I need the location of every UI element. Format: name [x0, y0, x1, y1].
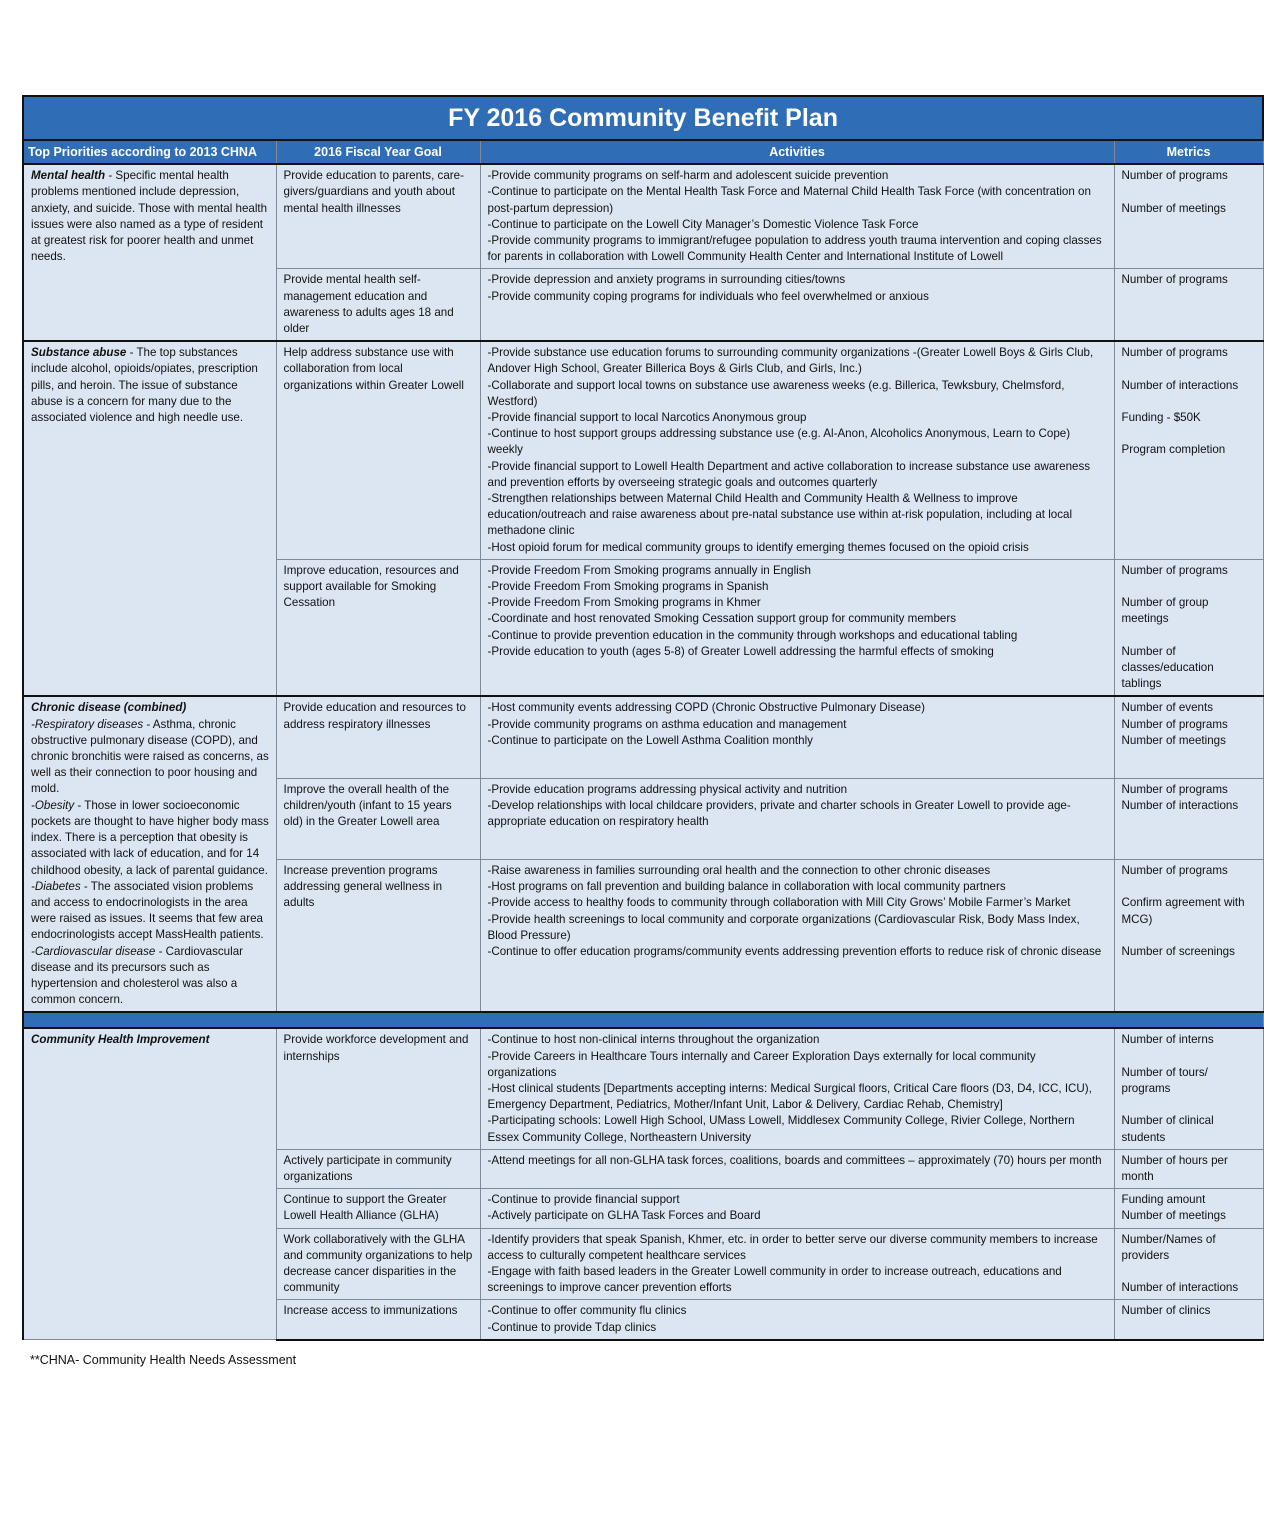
activity-item: -Provide health screenings to local community and corporate organizations (Cardiovascular Risk, Body Mass Index, Blood Pressure)	[487, 912, 1080, 942]
activity-item: -Attend meetings for all non-GLHA task forces, coalitions, boards and committees – approximately (70) hours per month	[487, 1153, 1102, 1167]
table-row	[23, 1028, 1263, 1149]
priority-title: Community Health Improvement	[31, 1033, 210, 1047]
metric-item: Number/Names of	[1121, 1232, 1216, 1246]
priority-subitem	[31, 879, 270, 944]
activities-cell	[480, 164, 1114, 269]
activity-item: -Continue to offer education programs/community events addressing prevention efforts to reduce risk of chronic disease	[487, 945, 1102, 958]
activity-item: -Provide education programs addressing physical activity and nutrition	[487, 782, 848, 796]
metric-spacer	[1122, 579, 1257, 595]
metric-item: Number of events	[1121, 701, 1214, 715]
section-separator	[23, 1012, 1263, 1028]
activity-item: -Provide community programs on self-harm and adolescent suicide prevention	[487, 169, 889, 183]
metric-item: Program completion	[1121, 443, 1226, 457]
goal-cell: Continue to support the Greater Lowell Health Alliance (GLHA)	[276, 1189, 480, 1228]
metric-spacer	[1122, 184, 1257, 200]
metrics-cell	[1114, 559, 1263, 696]
metric-item: providers	[1121, 1248, 1170, 1262]
metric-item: Number of interns	[1121, 1033, 1214, 1047]
activity-item: -Coordinate and host renovated Smoking Cessation support group for community members	[487, 612, 956, 626]
metric-spacer	[1122, 628, 1257, 644]
activity-item: -Provide education to youth (ages 5-8) of Greater Lowell addressing the harmful effects of smoking	[487, 644, 994, 658]
activity-item: -Provide Freedom From Smoking programs annually in English	[487, 563, 811, 577]
metrics-cell	[1114, 164, 1263, 269]
activity-item: -Provide Careers in Healthcare Tours internally and Career Exploration Days externally for local community organizations	[487, 1049, 1036, 1079]
activities-cell	[480, 696, 1114, 778]
metric-spacer	[1122, 361, 1257, 377]
metric-item: Confirm agreement with	[1121, 896, 1245, 910]
priority-subitem	[31, 717, 270, 798]
metric-item: Number of clinics	[1121, 1304, 1211, 1318]
activities-cell	[480, 559, 1114, 696]
metrics-cell	[1114, 1028, 1263, 1149]
header-metrics: Metrics	[1114, 140, 1263, 164]
activity-item: -Continue to participate on the Mental Health Task Force and Maternal Child Health Task Force (with concentration on post-partum depression)	[487, 185, 1091, 215]
metric-item: Number of group meetings	[1121, 596, 1209, 626]
table-row	[23, 696, 1263, 778]
metrics-cell	[1114, 1149, 1263, 1188]
metric-item: Number of meetings	[1121, 733, 1226, 747]
metric-item: Number of	[1121, 644, 1176, 658]
activity-item: -Continue to provide Tdap clinics	[487, 1320, 657, 1334]
activity-item: -Participating schools: Lowell High School, UMass Lowell, Middlesex Community College, Rivier College, Northern Essex Community College, Northeastern University	[487, 1114, 1075, 1144]
activity-item: -Provide access to healthy foods to community through collaboration with Mill City Grows’ Mobile Farmer’s Market	[487, 896, 1071, 910]
priority-description: - The top substances include alcohol, opioids/opiates, prescription pills, and heroin. The issue of substance abuse is a concern for many due to the associated violence and high needle use.	[31, 346, 258, 425]
activity-item: -Continue to participate on the Lowell Asthma Coalition monthly	[487, 733, 813, 747]
activities-cell	[480, 1189, 1114, 1228]
activity-item: -Continue to host non-clinical interns throughout the organization	[487, 1033, 820, 1047]
goal-cell: Provide mental health self-management education and awareness to adults ages 18 and older	[276, 269, 480, 341]
priority-title: Substance abuse	[31, 346, 127, 360]
priority-subitem	[31, 944, 270, 1009]
metric-item: Number of interactions	[1121, 799, 1239, 813]
activity-item: -Provide financial support to Lowell Health Department and active collaboration to increase substance use awareness and prevention efforts by overseeing strategic goals and outcomes quarterly	[487, 459, 1091, 489]
separator-band	[23, 1012, 1263, 1028]
activity-item: -Raise awareness in families surrounding oral health and the connection to other chronic diseases	[487, 863, 991, 877]
metric-item: Number of interactions	[1121, 378, 1239, 392]
priority-subitem-label: -Obesity	[31, 798, 75, 812]
priority-description: - Specific mental health problems mentioned include depression, anxiety, and suicide. Those with mental health issues were also named as a type of resident at greatest risk for poorer health and unmet needs.	[31, 169, 268, 264]
metric-spacer	[1122, 928, 1257, 944]
activity-item: -Engage with faith based leaders in the Greater Lowell community in order to increase outreach, educations and screenings to improve cancer prevention efforts	[487, 1264, 1062, 1295]
metric-item: Number of tours/ programs	[1121, 1065, 1208, 1095]
priority-subitem-label: -Diabetes	[31, 879, 81, 893]
activity-item: -Continue to provide financial support	[487, 1193, 680, 1207]
priority-subitem-text: - Cardiovascular disease and its precursors such as hypertension and cholesterol was also a common concern.	[31, 944, 244, 1007]
activities-cell	[480, 1300, 1114, 1340]
metric-item: MCG)	[1121, 912, 1153, 926]
activity-item: -Host programs on fall prevention and building balance in collaboration with local community partners	[487, 880, 1006, 894]
metrics-cell	[1114, 696, 1263, 778]
metrics-cell	[1114, 1300, 1263, 1340]
metric-item: Number of interactions	[1121, 1281, 1239, 1295]
activity-item: -Provide community programs on asthma education and management	[487, 717, 847, 731]
activities-cell	[480, 1028, 1114, 1149]
activity-item: -Continue to provide prevention education in the community through workshops and educational tabling	[487, 628, 1018, 642]
activities-cell	[480, 1228, 1114, 1300]
goal-cell: Improve the overall health of the children/youth (infant to 15 years old) in the Greater Lowell area	[276, 778, 480, 859]
metric-spacer	[1122, 1049, 1257, 1065]
activity-item: -Continue to offer community flu clinics	[487, 1304, 687, 1318]
activity-item: -Provide depression and anxiety programs in surrounding cities/towns	[487, 273, 846, 287]
footnote: **CHNA- Community Health Needs Assessment	[30, 1353, 297, 1367]
activity-item: -Host community events addressing COPD (Chronic Obstructive Pulmonary Disease)	[487, 701, 925, 715]
activities-cell	[480, 269, 1114, 341]
activity-item: -Continue to participate on the Lowell City Manager’s Domestic Violence Task Force	[487, 217, 919, 231]
activity-item: -Provide Freedom From Smoking programs in Khmer	[487, 596, 761, 610]
goal-cell: Provide education and resources to address respiratory illnesses	[276, 696, 480, 778]
metric-item: Number of programs	[1121, 169, 1228, 183]
page-title: FY 2016 Community Benefit Plan	[23, 96, 1263, 140]
benefit-plan-table	[22, 95, 1264, 1341]
metric-item: Number of programs	[1121, 273, 1228, 287]
priority-title: Mental health	[31, 169, 106, 183]
metric-spacer	[1122, 394, 1257, 410]
metric-item: Number of meetings	[1121, 1209, 1226, 1223]
priority-title: Chronic disease (combined)	[31, 701, 187, 715]
goal-cell: Increase prevention programs addressing general wellness in adults	[276, 859, 480, 1012]
metric-spacer	[1122, 1264, 1257, 1280]
goal-cell: Provide education to parents, care-givers/guardians and youth about mental health illnesses	[276, 164, 480, 269]
metrics-cell	[1114, 1228, 1263, 1300]
table-row	[23, 164, 1263, 269]
metrics-cell	[1114, 269, 1263, 341]
metric-item: Number of programs	[1121, 782, 1228, 796]
metric-item: Number of clinical students	[1121, 1114, 1214, 1144]
benefit-plan-table-wrapper	[22, 95, 1245, 1341]
metric-spacer	[1122, 879, 1257, 895]
priority-subitem	[31, 798, 270, 879]
activity-item: -Provide community coping programs for individuals who feel overwhelmed or anxious	[487, 289, 929, 303]
metrics-cell	[1114, 341, 1263, 559]
activity-item: -Host clinical students [Departments accepting interns: Medical Surgical floors, Critical Care floors (D3, D4, ICC, ICU), Emergency Department, Pediatrics, Mother/Infant Unit, Labor & Delivery, Cardiac Rehab, Chemistry]	[487, 1081, 1092, 1112]
metric-item: Number of programs	[1121, 346, 1228, 360]
goal-cell: Provide workforce development and internships	[276, 1028, 480, 1149]
activities-cell	[480, 1149, 1114, 1188]
metrics-cell	[1114, 778, 1263, 859]
activity-item: -Provide community programs to immigrant/refugee population to address youth trauma intervention and coping classes for parents in collaboration with Lowell Community Health Center and International Institute of Lowell	[487, 234, 1102, 264]
metric-item: Number of screenings	[1121, 944, 1235, 958]
priority-subitem-label: -Cardiovascular disease	[31, 944, 156, 958]
priority-subitem-text: - The associated vision problems and access to endocrinologists in the area were raised as issues. It seems that few area endocrinologists accept MassHealth patients.	[31, 879, 264, 942]
metric-item: Funding - $50K	[1121, 411, 1201, 425]
metrics-cell	[1114, 859, 1263, 1012]
activity-item: -Host opioid forum for medical community groups to identify emerging themes focused on the opioid crisis	[487, 540, 1029, 554]
activity-item: -Provide substance use education forums to surrounding community organizations -(Greater Lowell Boys & Girls Club, Andover High School, Greater Billerica Boys & Girls Club, and Girls, Inc.)	[487, 346, 1094, 376]
priority-subitem-text: - Those in lower socioeconomic pockets are thought to have higher body mass index. There is a perception that obesity is associated with lack of education, and for 14 childhood obesity, a lack of parental guidance.	[31, 798, 269, 877]
table-row	[23, 341, 1263, 559]
metric-item: Number of programs	[1121, 563, 1228, 577]
metric-spacer	[1122, 426, 1257, 442]
goal-cell: Help address substance use with collaboration from local organizations within Greater Lowell	[276, 341, 480, 559]
priority-cell	[23, 341, 276, 696]
metric-spacer	[1122, 1097, 1257, 1113]
goal-cell: Improve education, resources and support available for Smoking Cessation	[276, 559, 480, 696]
header-priorities: Top Priorities according to 2013 CHNA	[23, 140, 276, 164]
activity-item: -Continue to host support groups addressing substance use (e.g. Al-Anon, Alcoholics Anonymous, Learn to Cope) weekly	[487, 427, 1071, 457]
activity-item: -Strengthen relationships between Maternal Child Health and Community Health & Wellness to improve education/outreach and raise awareness about pre-natal substance use within at-risk population, including at local methadone clinic	[487, 492, 1073, 538]
metrics-cell	[1114, 1189, 1263, 1228]
metric-item: Number of hours per month	[1121, 1153, 1228, 1183]
metric-item: Number of programs	[1121, 717, 1228, 731]
activity-item: -Identify providers that speak Spanish, Khmer, etc. in order to better serve our diverse community members to increase access to culturally competent healthcare services	[487, 1232, 1098, 1262]
priority-subitem-text: - Asthma, chronic obstructive pulmonary disease (COPD), and chronic bronchitis were raised as concerns, as well as their connection to poor housing and mold.	[31, 717, 269, 796]
activity-item: -Actively participate on GLHA Task Forces and Board	[487, 1209, 761, 1223]
metric-item: Number of programs	[1121, 863, 1228, 877]
priority-cell	[23, 1028, 276, 1339]
metric-item: classes/education tablings	[1121, 661, 1214, 691]
activities-cell	[480, 859, 1114, 1012]
priority-cell	[23, 164, 276, 341]
metric-item: Number of meetings	[1121, 201, 1226, 215]
goal-cell: Work collaboratively with the GLHA and community organizations to help decrease cancer disparities in the community	[276, 1228, 480, 1300]
activities-cell	[480, 778, 1114, 859]
header-activities: Activities	[480, 140, 1114, 164]
column-header-row	[23, 140, 1263, 164]
activities-cell	[480, 341, 1114, 559]
activity-item: -Provide financial support to local Narcotics Anonymous group	[487, 411, 807, 425]
header-goal: 2016 Fiscal Year Goal	[276, 140, 480, 164]
priority-cell	[23, 696, 276, 1012]
goal-cell: Increase access to immunizations	[276, 1300, 480, 1340]
goal-cell: Actively participate in community organizations	[276, 1149, 480, 1188]
activity-item: -Collaborate and support local towns on substance use awareness weeks (e.g. Billerica, Tewksbury, Chelmsford, Westford)	[487, 378, 1065, 408]
activity-item: -Develop relationships with local childcare providers, private and charter schools in Greater Lowell to provide age-appropriate education on respiratory health	[487, 799, 1071, 829]
priority-subitem-label: -Respiratory diseases	[31, 717, 144, 731]
activity-item: -Provide Freedom From Smoking programs in Spanish	[487, 580, 769, 594]
metric-item: Funding amount	[1121, 1193, 1206, 1207]
